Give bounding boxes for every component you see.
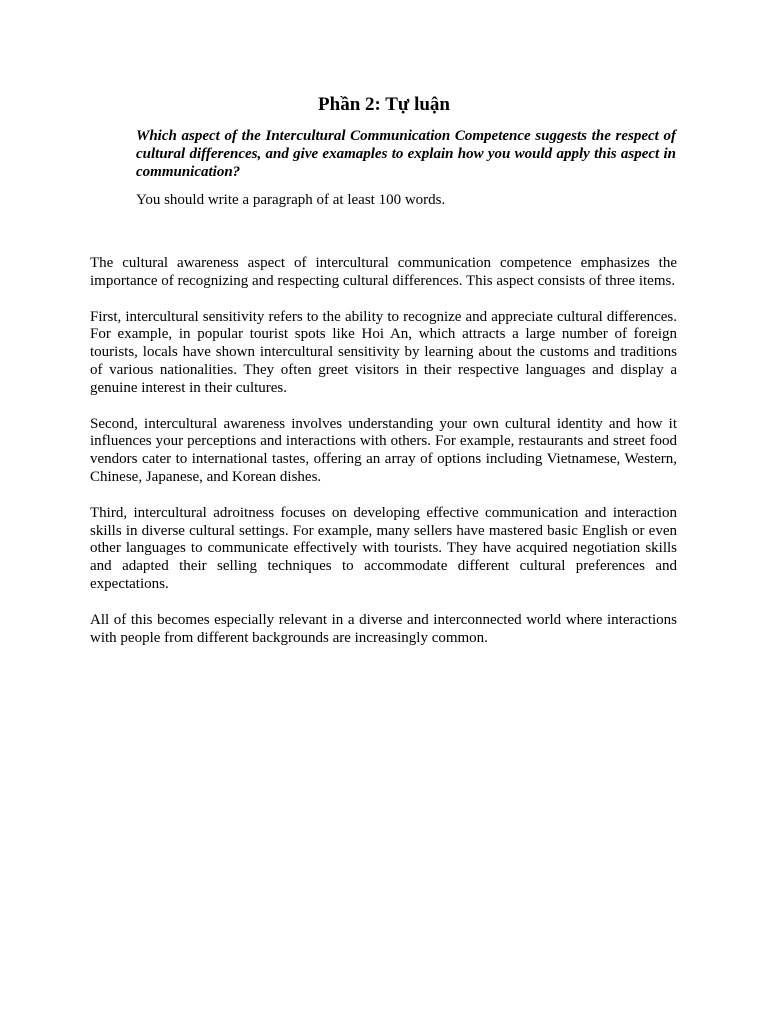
answer-paragraph-adroitness: Third, intercultural adroitness focuses on developing effective communication and interaction skills in diverse cultural settings. For example, many sellers have mastered basic English or even other languages to communicate effectively with tourists. They have acquired negotiation skills and adapted their selling techniques to accommodate different cultural preferences and expectations.: [90, 504, 677, 592]
answer-paragraph-intro: The cultural awareness aspect of intercultural communication competence emphasizes the importance of recognizing and respecting cultural differences. This aspect consists of three items.: [90, 255, 677, 289]
answer-paragraph-awareness: Second, intercultural awareness involves understanding your own cultural identity and how it influences your perceptions and interactions with others. For example, restaurants and street food vendors cater to international tastes, offering an array of options including Vietnamese, Western, Chinese, Japanese, and Korean dishes.: [90, 415, 677, 485]
essay-question: Which aspect of the Intercultural Communication Competence suggests the respect of cultural differences, and give examaples to explain how you would apply this aspect in communication?: [136, 128, 676, 180]
section-title: Phần 2: Tự luận: [318, 94, 450, 115]
word-count-instruction: You should write a paragraph of at least 100 words.: [136, 192, 446, 208]
essay-answer: [90, 255, 677, 665]
answer-paragraph-conclusion: All of this becomes especially relevant in a diverse and interconnected world where interactions with people from different backgrounds are increasingly common.: [90, 611, 677, 646]
answer-paragraph-sensitivity: First, intercultural sensitivity refers to the ability to recognize and appreciate cultural differences. For example, in popular tourist spots like Hoi An, which attracts a large number of foreign tourists, locals have shown intercultural sensitivity by learning about the customs and traditions of various nationalities. They often greet visitors in their respective languages and display a genuine interest in their cultures.: [90, 308, 677, 396]
